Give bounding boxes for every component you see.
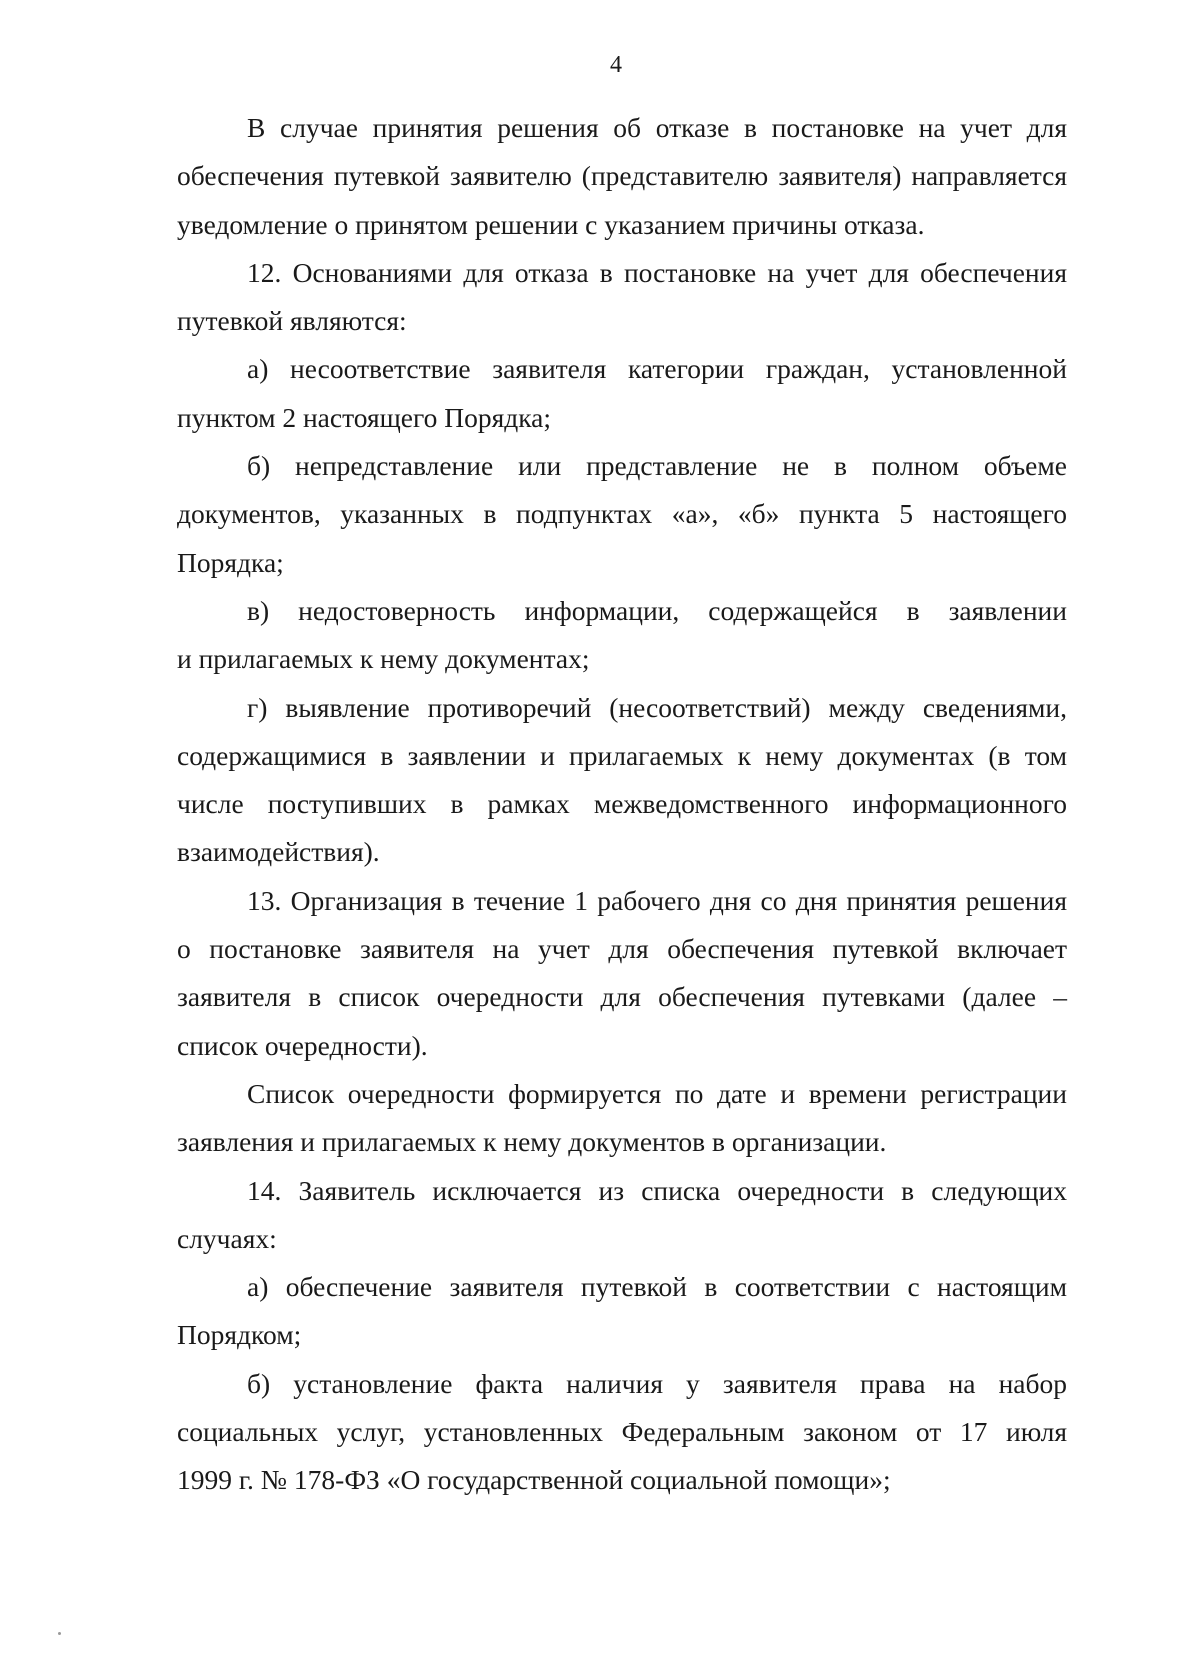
paragraph-item-14b <box>177 1360 1067 1505</box>
text-line: г) выявление противоречий (несоответствий) между сведениями, <box>247 691 1067 723</box>
text-line: заявления и прилагаемых к нему документов в организации. <box>177 1126 887 1158</box>
text-line: Порядком; <box>177 1319 302 1351</box>
paragraph-queue-formation <box>177 1070 1067 1167</box>
text-line: обеспечения путевкой заявителю (представителю заявителя) направляется <box>177 160 1067 192</box>
text-line: и прилагаемых к нему документах; <box>177 643 590 675</box>
text-line: содержащимися в заявлении и прилагаемых к нему документах (в том <box>177 739 1067 771</box>
text-line: Список очередности формируется по дате и времени регистрации <box>247 1077 1067 1109</box>
paragraph-item-12 <box>177 249 1067 346</box>
scan-speck <box>58 1632 61 1635</box>
text-line: а) обеспечение заявителя путевкой в соответствии с настоящим <box>247 1271 1067 1303</box>
text-line: б) непредставление или представление не в полном объеме <box>247 450 1067 482</box>
text-line: документов, указанных в подпунктах «а», «б» пункта 5 настоящего <box>177 498 1067 530</box>
text-line: В случае принятия решения об отказе в постановке на учет для <box>247 112 1067 143</box>
paragraph-item-14 <box>177 1167 1067 1264</box>
text-line: социальных услуг, установленных Федеральным законом от 17 июля <box>177 1416 1067 1448</box>
document-text <box>177 104 1067 1505</box>
text-line: случаях: <box>177 1222 277 1254</box>
text-line: уведомление о принятом решении с указанием причины отказа. <box>177 208 925 240</box>
paragraph-item-12v <box>177 587 1067 684</box>
text-line: б) установление факта наличия у заявителя права на набор <box>247 1367 1067 1399</box>
page-number: 4 <box>610 52 622 78</box>
text-line: 14. Заявитель исключается из списка очередности в следующих <box>247 1174 1067 1206</box>
text-line: заявителя в список очередности для обеспечения путевками (далее – <box>177 981 1067 1013</box>
paragraph-item-12a <box>177 345 1067 442</box>
paragraph-item-13 <box>177 877 1067 1070</box>
text-line: 12. Основаниями для отказа в постановке на учет для обеспечения <box>247 256 1067 288</box>
text-line: в) недостоверность информации, содержащейся в заявлении <box>247 594 1067 626</box>
text-line: список очередности). <box>177 1029 428 1061</box>
text-line: путевкой являются: <box>177 305 407 337</box>
text-line: 13. Организация в течение 1 рабочего дня со дня принятия решения <box>247 884 1067 916</box>
text-line: взаимодействия). <box>177 836 380 868</box>
text-line: а) несоответствие заявителя категории граждан, установленной <box>247 353 1067 385</box>
paragraph-item-14a <box>177 1263 1067 1360</box>
paragraph-item-12g <box>177 684 1067 877</box>
paragraph-refusal-notification <box>177 104 1067 249</box>
text-line: числе поступивших в рамках межведомственного информационного <box>177 788 1067 820</box>
text-line: пунктом 2 настоящего Порядка; <box>177 401 552 433</box>
text-line: 1999 г. № 178-ФЗ «О государственной социальной помощи»; <box>177 1464 891 1496</box>
paragraph-item-12b <box>177 442 1067 587</box>
text-line: Порядка; <box>177 546 284 578</box>
text-line: о постановке заявителя на учет для обеспечения путевкой включает <box>177 933 1067 965</box>
